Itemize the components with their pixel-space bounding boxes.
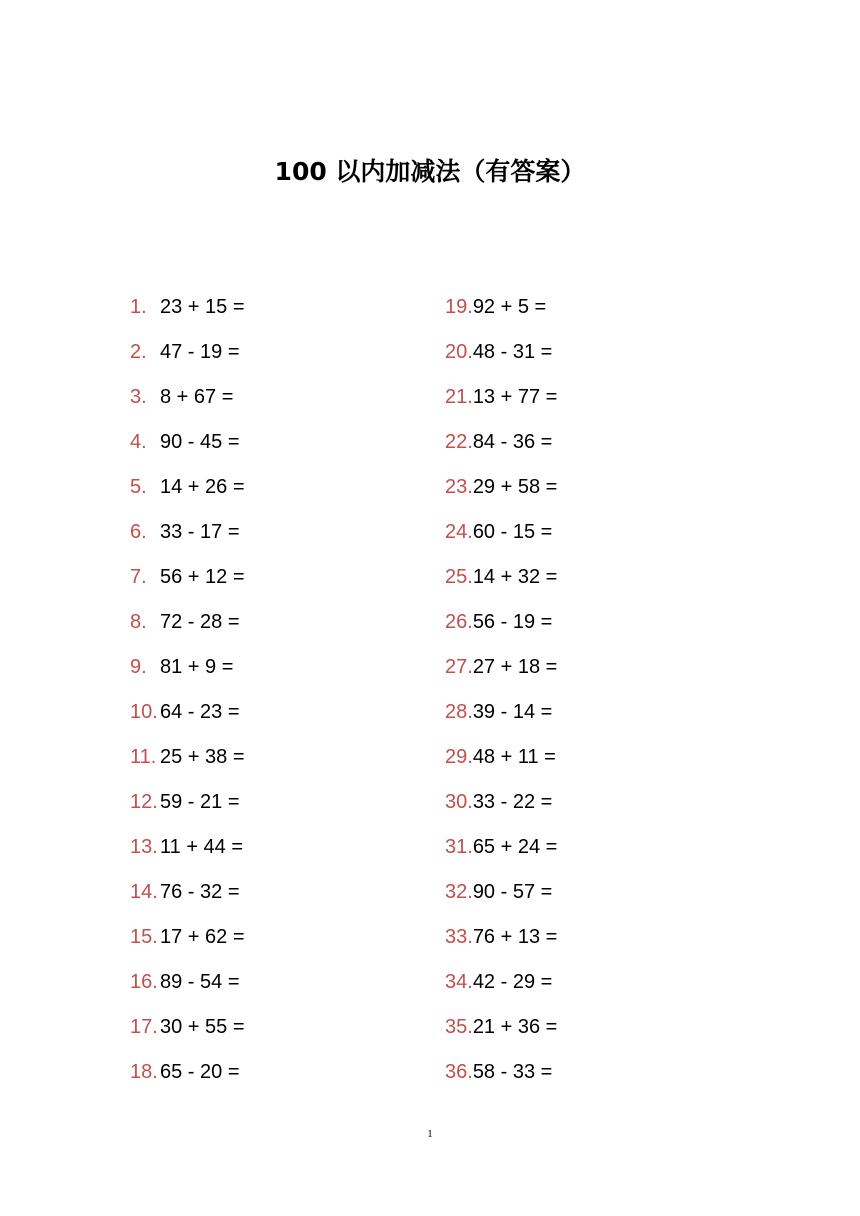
problem-item bbox=[445, 786, 557, 831]
problem-expression: 90 - 45 = bbox=[160, 431, 240, 453]
problem-expression: 8 + 67 = bbox=[160, 386, 234, 408]
problem-expression: 81 + 9 = bbox=[160, 656, 234, 678]
problem-number: 27. bbox=[445, 656, 473, 678]
problem-expression: 42 - 29 = bbox=[472, 971, 553, 993]
problem-item bbox=[130, 336, 245, 381]
problem-expression: 56 + 12 = bbox=[160, 566, 245, 588]
problem-expression: 29 + 58 = bbox=[472, 476, 558, 498]
problem-expression: 65 + 24 = bbox=[472, 836, 558, 858]
problem-expression: 56 - 19 = bbox=[472, 611, 553, 633]
page-title: 100 以内加减法（有答案） bbox=[274, 157, 586, 186]
problem-number: 33. bbox=[445, 926, 473, 948]
problem-number: 14. bbox=[130, 881, 158, 903]
page-number: 1 bbox=[427, 1128, 433, 1140]
problem-number: 18. bbox=[130, 1061, 158, 1083]
problem-item bbox=[445, 921, 557, 966]
problem-item bbox=[130, 696, 245, 741]
problem-item bbox=[130, 426, 245, 471]
problem-number: 6. bbox=[130, 521, 147, 543]
problem-expression: 21 + 36 = bbox=[472, 1016, 558, 1038]
problem-number: 16. bbox=[130, 971, 158, 993]
problem-item bbox=[130, 606, 245, 651]
problem-number: 26. bbox=[445, 611, 473, 633]
problem-item bbox=[130, 966, 245, 1011]
problem-number: 25. bbox=[445, 566, 473, 588]
problem-item bbox=[445, 381, 557, 426]
problem-number: 1. bbox=[130, 296, 147, 318]
problem-number: 17. bbox=[130, 1016, 158, 1038]
problem-number: 22. bbox=[445, 431, 473, 453]
problem-expression: 14 + 26 = bbox=[160, 476, 245, 498]
problem-item bbox=[445, 696, 557, 741]
problem-item bbox=[445, 1011, 557, 1056]
problem-number: 9. bbox=[130, 656, 147, 678]
problem-number: 7. bbox=[130, 566, 147, 588]
problem-number: 34. bbox=[445, 971, 473, 993]
problem-column-right bbox=[445, 291, 557, 1101]
problem-expression: 48 - 31 = bbox=[472, 341, 553, 363]
problem-expression: 39 - 14 = bbox=[472, 701, 553, 723]
problem-expression: 89 - 54 = bbox=[160, 971, 240, 993]
problem-item bbox=[130, 786, 245, 831]
problem-item bbox=[130, 831, 245, 876]
problem-item bbox=[130, 1056, 245, 1101]
problem-number: 31. bbox=[445, 836, 473, 858]
problem-number: 36. bbox=[445, 1061, 473, 1083]
problem-number: 20. bbox=[445, 341, 473, 363]
problem-item bbox=[445, 876, 557, 921]
problem-item bbox=[445, 291, 557, 336]
problem-item bbox=[130, 921, 245, 966]
problem-item bbox=[445, 471, 557, 516]
problem-expression: 90 - 57 = bbox=[472, 881, 553, 903]
problem-expression: 17 + 62 = bbox=[160, 926, 245, 948]
problem-expression: 76 + 13 = bbox=[472, 926, 558, 948]
problem-expression: 76 - 32 = bbox=[160, 881, 240, 903]
problem-number: 3. bbox=[130, 386, 147, 408]
problem-expression: 92 + 5 = bbox=[472, 296, 547, 318]
problem-item bbox=[445, 336, 557, 381]
problem-item bbox=[445, 966, 557, 1011]
problem-number: 19. bbox=[445, 296, 473, 318]
problem-number: 32. bbox=[445, 881, 473, 903]
problem-expression: 72 - 28 = bbox=[160, 611, 240, 633]
problem-item bbox=[445, 831, 557, 876]
problem-expression: 25 + 38 = bbox=[160, 746, 245, 768]
problem-expression: 11 + 44 = bbox=[160, 836, 244, 858]
problem-expression: 33 - 17 = bbox=[160, 521, 240, 543]
problem-item bbox=[130, 1011, 245, 1056]
problem-number: 2. bbox=[130, 341, 147, 363]
problem-item bbox=[445, 651, 557, 696]
problem-number: 12. bbox=[130, 791, 158, 813]
problem-expression: 23 + 15 = bbox=[160, 296, 245, 318]
problem-number: 5. bbox=[130, 476, 147, 498]
problem-expression: 58 - 33 = bbox=[472, 1061, 553, 1083]
problem-expression: 33 - 22 = bbox=[472, 791, 553, 813]
problem-item bbox=[445, 561, 557, 606]
problem-expression: 65 - 20 = bbox=[160, 1061, 240, 1083]
problem-number: 35. bbox=[445, 1016, 473, 1038]
problem-expression: 59 - 21 = bbox=[160, 791, 240, 813]
problem-expression: 13 + 77 = bbox=[472, 386, 558, 408]
problem-expression: 64 - 23 = bbox=[160, 701, 240, 723]
problem-item bbox=[445, 1056, 557, 1101]
problem-item bbox=[130, 291, 245, 336]
problem-item bbox=[445, 426, 557, 471]
problem-number: 24. bbox=[445, 521, 473, 543]
problem-expression: 47 - 19 = bbox=[160, 341, 240, 363]
problem-number: 15. bbox=[130, 926, 158, 948]
problem-number: 23. bbox=[445, 476, 473, 498]
problem-number: 28. bbox=[445, 701, 473, 723]
problem-column-left bbox=[130, 291, 245, 1101]
problem-item bbox=[130, 876, 245, 921]
problem-item bbox=[445, 606, 557, 651]
problem-expression: 14 + 32 = bbox=[472, 566, 558, 588]
problem-expression: 30 + 55 = bbox=[160, 1016, 245, 1038]
problem-number: 13. bbox=[130, 836, 158, 858]
problem-item bbox=[130, 741, 245, 786]
problem-item bbox=[130, 561, 245, 606]
problem-number: 30. bbox=[445, 791, 473, 813]
problem-expression: 60 - 15 = bbox=[472, 521, 553, 543]
problem-expression: 48 + 11 = bbox=[472, 746, 556, 768]
problem-number: 11. bbox=[130, 746, 157, 768]
problem-item bbox=[130, 381, 245, 426]
problem-item bbox=[130, 651, 245, 696]
problem-expression: 84 - 36 = bbox=[472, 431, 553, 453]
problem-item bbox=[445, 741, 557, 786]
problem-number: 10. bbox=[130, 701, 158, 723]
problem-item bbox=[445, 516, 557, 561]
problem-expression: 27 + 18 = bbox=[472, 656, 558, 678]
problem-number: 21. bbox=[445, 386, 473, 408]
problem-number: 4. bbox=[130, 431, 147, 453]
problem-number: 8. bbox=[130, 611, 147, 633]
problem-item bbox=[130, 516, 245, 561]
problem-number: 29. bbox=[445, 746, 473, 768]
problem-item bbox=[130, 471, 245, 516]
